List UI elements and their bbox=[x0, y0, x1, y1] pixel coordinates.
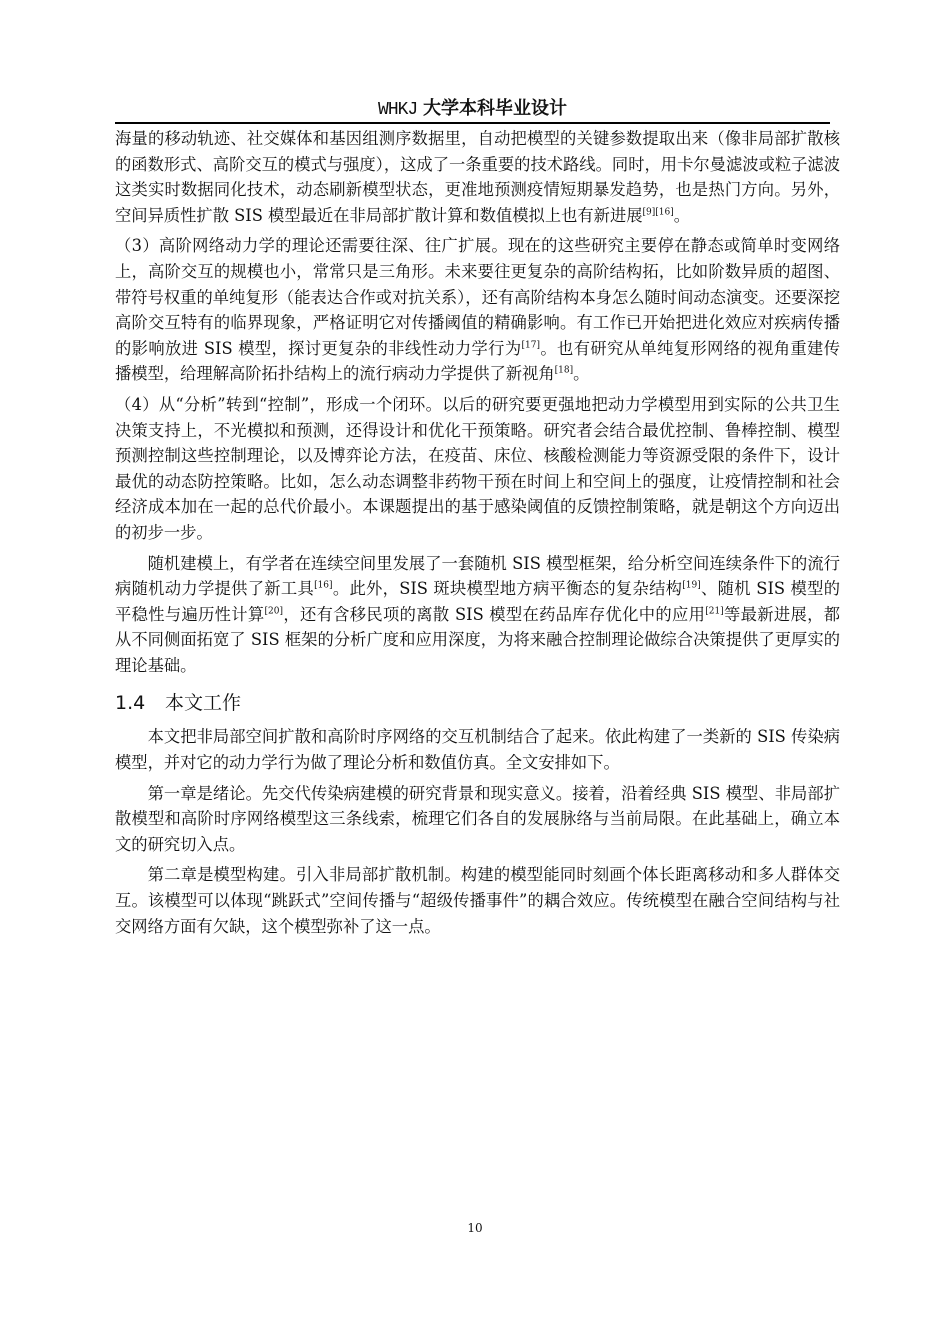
page-number: 10 bbox=[467, 1221, 483, 1235]
citation: [9][16] bbox=[642, 207, 674, 218]
citation: [19] bbox=[682, 580, 701, 591]
paragraph-chapter-1 bbox=[115, 781, 840, 858]
paragraph-text: 。也有研究从单纯复形网络的视角重建传播模型，给理解高阶拓扑结构上的流行病动力学提供了新视角 bbox=[115, 338, 840, 384]
header-title: 大学本科毕业设计 bbox=[422, 98, 567, 119]
paragraph-text: 。此外，SIS 斑块模型地方病平衡态的复杂结构 bbox=[332, 579, 683, 599]
section-number: 1.4 bbox=[115, 692, 146, 715]
citation: [20] bbox=[264, 606, 284, 617]
paragraph-text: 本文把非局部空间扩散和高阶时序网络的交互机制结合了起来。依此构建了一类新的 SIS 传染病模型，并对它的动力学行为做了理论分析和数值仿真。全文安排如下。 bbox=[115, 727, 840, 773]
citation: [21] bbox=[705, 606, 724, 617]
paragraph-text: （4）从“分析”转到“控制”，形成一个闭环。以后的研究要更强地把动力学模型用到实际的公共卫生决策支持上，不光模拟和预测，还得设计和优化干预策略。研究者会结合最优控制、鲁棒控制、模型预测控制这些控制理论，以及博弈论方法，在疫苗、床位、核酸检测能力等资源受限的条件下，设计最优的动态防控策略。比如，怎么动态调整非药物干预在时间上和空间上的强度，让疫情控制和社会经济成本加在一起的总代价最小。本课题提出的基于感染阈值的反馈控制策略，就是朝这个方向迈出的初步一步。 bbox=[115, 394, 840, 542]
paragraph-continued bbox=[115, 126, 840, 228]
paragraph-item-4 bbox=[115, 392, 840, 546]
paragraph-stochastic bbox=[115, 551, 840, 679]
page-header bbox=[115, 96, 830, 124]
paragraph-text: 第一章是绪论。先交代传染病建模的研究背景和现实意义。接着，沿着经典 SIS 模型、非局部扩散模型和高阶时序网络模型这三条线索，梳理它们各自的发展脉络与当前局限。在此基础上，确立本文的研究切入点。 bbox=[115, 783, 840, 854]
paragraph-text: （3）高阶网络动力学的理论还需要往深、往广扩展。现在的这些研究主要停在静态或简单时变网络上，高阶交互的规模也小，常常只是三角形。未来要往更复杂的高阶结构拓，比如阶数异质的超图、带符号权重的单纯复形（能表达合作或对抗关系），还有高阶结构本身怎么随时间动态演变。还要深挖高阶交互特有的临界现象，严格证明它对传播阈值的精确影响。有工作已开始把进化效应对疾病传播的影响放进 SIS 模型，探讨更复杂的非线性动力学行为 bbox=[115, 236, 840, 358]
paragraph-text: 第二章是模型构建。引入非局部扩散机制。构建的模型能同时刻画个体长距离移动和多人群体交互。该模型可以体现“跳跃式”空间传播与“超级传播事件”的耦合效应。传统模型在融合空间结构与社交网络方面有欠缺，这个模型弥补了这一点。 bbox=[115, 865, 840, 936]
citation: [18] bbox=[554, 365, 574, 376]
paragraph-intro bbox=[115, 724, 840, 775]
citation: [16] bbox=[314, 580, 333, 591]
paragraph-chapter-2 bbox=[115, 862, 840, 939]
paragraph-text: 随机建模上，有学者在连续空间里发展了一套随机 SIS 模型框架，给分析空间连续条件下的流行病随机动力学提供了新工具 bbox=[115, 553, 840, 599]
paragraph-text: 。 bbox=[573, 364, 590, 384]
section-title: 本文工作 bbox=[165, 692, 242, 715]
paragraph-text: ，还有含移民项的离散 SIS 模型在药品库存优化中的应用 bbox=[283, 604, 706, 624]
citation: [17] bbox=[521, 340, 540, 351]
header-code: WHKJ bbox=[378, 100, 418, 120]
section-heading bbox=[115, 690, 840, 716]
paragraph-text: 等最新进展，都从不同侧面拓宽了 SIS 框架的分析广度和应用深度，为将来融合控制理论做综合决策提供了更厚实的理论基础。 bbox=[115, 604, 840, 675]
paragraph-text: 海量的移动轨迹、社交媒体和基因组测序数据里，自动把模型的关键参数提取出来（像非局部扩散核的函数形式、高阶交互的模式与强度），这成了一条重要的技术路线。同时，用卡尔曼滤波或粒子滤波这类实时数据同化技术，动态刷新模型状态，更准地预测疫情短期暴发趋势，也是热门方向。另外，空间异质性扩散 SIS 模型最近在非局部扩散计算和数值模拟上也有新进展 bbox=[115, 129, 840, 225]
paragraph-item-3 bbox=[115, 233, 840, 387]
paragraph-text: 。 bbox=[673, 205, 691, 225]
paragraph-text: 、随机 SIS 模型的平稳性与遍历性计算 bbox=[115, 579, 840, 624]
page-content bbox=[115, 126, 840, 939]
